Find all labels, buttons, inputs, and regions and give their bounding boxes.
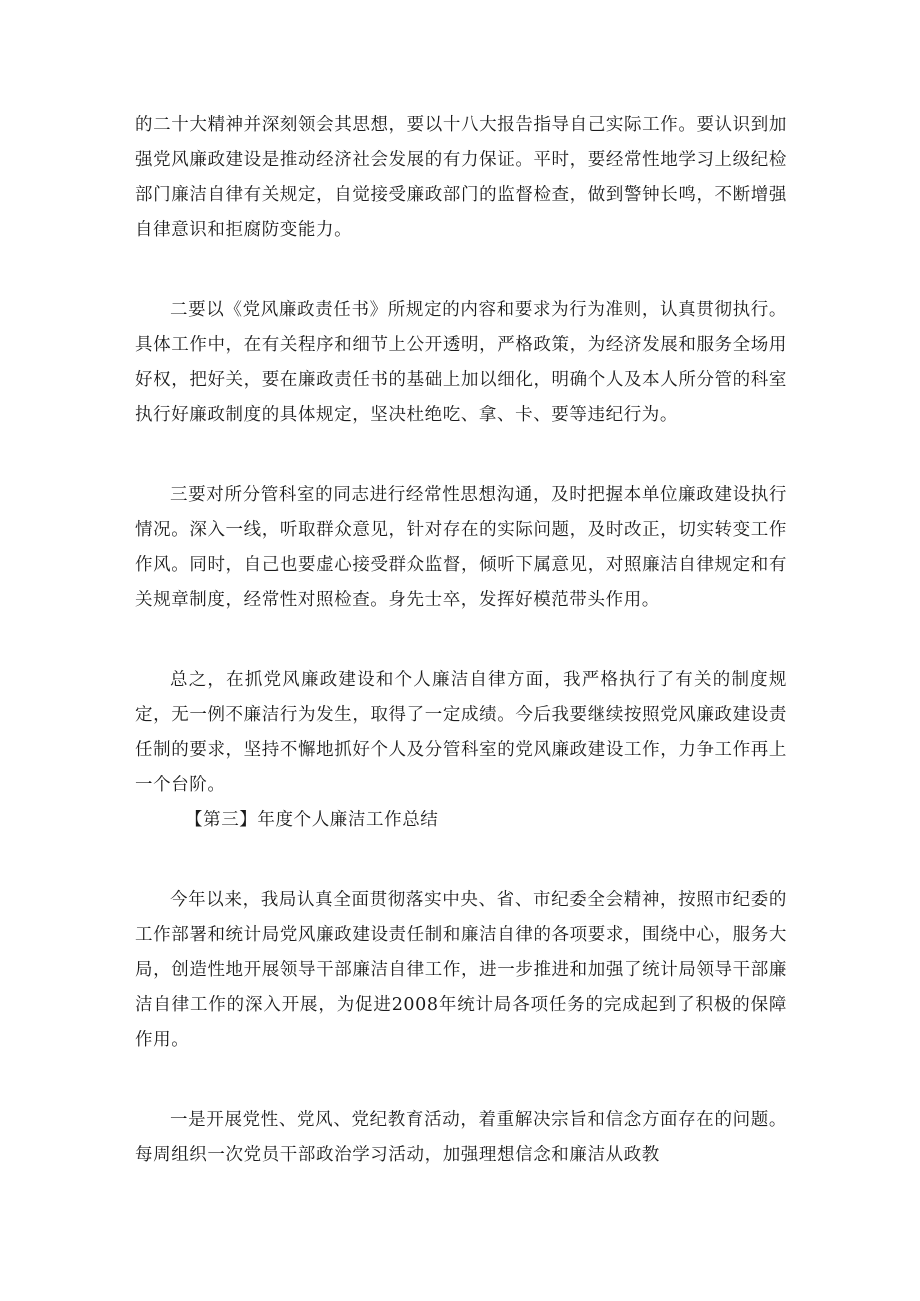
paragraph-continued: 的二十大精神并深刻领会其思想，要以十八大报告指导自己实际工作。要认识到加强党风廉政建设是推动经济社会发展的有力保证。平时，要经常性地学习上级纪检部门廉洁自律有关规定，自觉接受廉政部门的监督检查，做到警钟长鸣，不断增强自律意识和拒腐防变能力。	[135, 115, 787, 240]
paragraph-second-requirement: 二要以《党风廉政责任书》所规定的内容和要求为行为准则，认真贯彻执行。具体工作中，在有关程序和细节上公开透明，严格政策，为经济发展和服务全场用好权，把好关，要在廉政责任书的基础上加以细化，明确个人及本人所分管的科室执行好廉政制度的具体规定，坚决杜绝吃、拿、卡、要等违纪行为。	[135, 300, 787, 425]
paragraph-intro: 今年以来，我局认真全面贯彻落实中央、省、市纪委全会精神，按照市纪委的工作部署和统计局党风廉政建设责任制和廉洁自律的各项要求，围绕中心，服务大局，创造性地开展领导干部廉洁自律工作，进一步推进和加强了统计局领导干部廉洁自律工作的深入开展，为促进2008年统计局各项任务的完成起到了积极的保障作用。	[135, 890, 787, 1050]
section-heading: 【第三】年度个人廉洁工作总结	[185, 810, 439, 830]
paragraph-summary: 总之，在抓党风廉政建设和个人廉洁自律方面，我严格执行了有关的制度规定，无一例不廉洁行为发生，取得了一定成绩。今后我要继续按照党风廉政建设责任制的要求，坚持不懈地抓好个人及分管科室的党风廉政建设工作，力争工作再上一个台阶。	[135, 670, 787, 795]
paragraph-third-requirement: 三要对所分管科室的同志进行经常性思想沟通，及时把握本单位廉政建设执行情况。深入一线，听取群众意见，针对存在的实际问题，及时改正，切实转变工作作风。同时，自己也要虚心接受群众监督，倾听下属意见，对照廉洁自律规定和有关规章制度，经常性对照检查。身先士卒，发挥好模范带头作用。	[135, 485, 787, 610]
document-body	[135, 108, 787, 1218]
paragraph-first-activity: 一是开展党性、党风、党纪教育活动，着重解决宗旨和信念方面存在的问题。每周组织一次党员干部政治学习活动，加强理想信念和廉洁从政教	[135, 1110, 787, 1165]
